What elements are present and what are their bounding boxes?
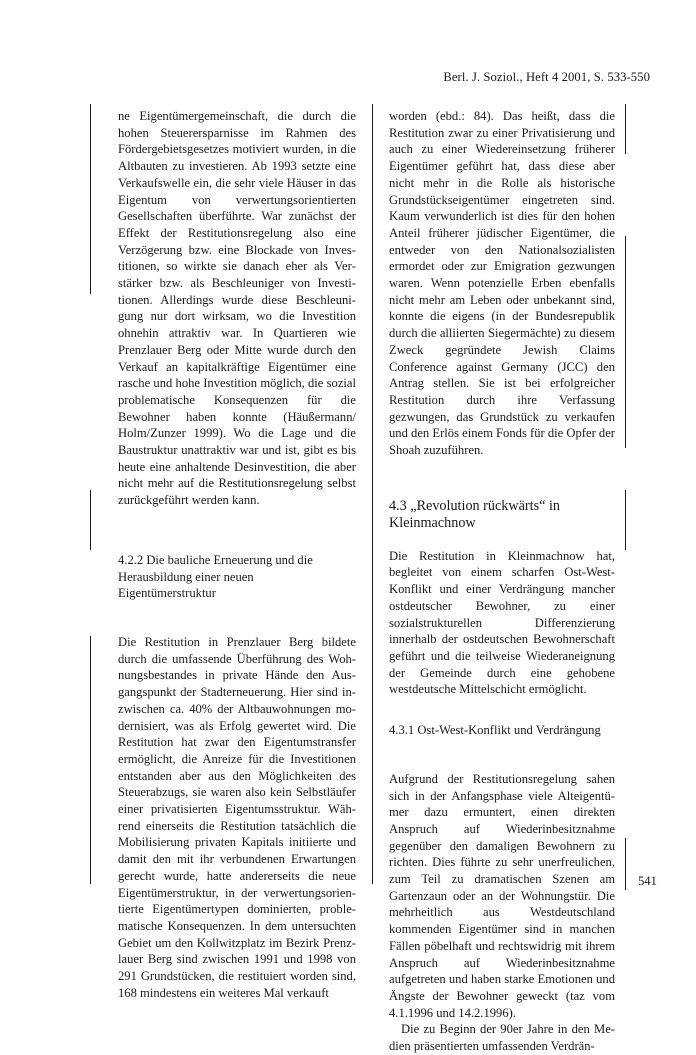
left-margin-rule xyxy=(90,104,91,294)
heading-line: 4.2.2 Die bauliche Erneuerung und die xyxy=(118,552,313,567)
section-heading-4-2-2 xyxy=(118,552,356,602)
body-paragraph: Die zu Beginn der 90er Jahre in den Medien präsentierten umfassenden Verdrän- xyxy=(389,1022,615,1054)
body-paragraph: worden (ebd.: 84). Das heißt, dass die Restitution zwar zu einer Privatisierung und auch zu einer Wiedereinsetzung früherer Eigentümer geführt hat, dass diese aber nicht mehr in die Rolle als historische Grundstückseigentümer eingetreten sind. Kaum verwunderlich ist dies für den hohen Anteil früherer jüdischer Eigentümer, die entweder von den Nationalsozialisten ermordet oder zur Emigration gezwungen waren. Wenn potenzielle Erben ebenfalls nicht mehr am Leben oder unbekannt sind, konnte die eigens (in der Bundesrepublik durch die alliierten Siegermächte) zu diesem Zweck gegründete Jewish Claims Conference against Germany (JCC) den Antrag stellen. Sie ist bei erfolgreicher Restitution durch ihre Verfassung gezwungen, das Grundstück zu verkaufen und den Erlös einem Fonds für die Opfer der Shoah zuzuführen. xyxy=(389,109,615,458)
center-rule xyxy=(372,104,373,884)
page-number: 541 xyxy=(638,874,657,888)
section-heading-4-3 xyxy=(389,498,615,533)
left-column xyxy=(118,108,356,1001)
heading-line: Kleinmachnow xyxy=(389,515,476,532)
body-paragraph: Aufgrund der Restitutionsregelung sahen sich in der Anfangsphase viele Alteigentümer dazu ermuntert, einen direkten Anspruch auf Wiederinbesitznahme gegenüber den damaligen Bewohnern zu richten. Dies führte zu sehr unerfreulichen, zum Teil zu dramatischen Szenen am Gartenzaun oder an der Wohnungstür. Die mehrheitlich aus Westdeutschland kommenden Eigentümer sind in manchen Fällen pöbelhaft und rechtswidrig mit ihrem Anspruch auf Wiederinbesitznahme aufgetreten und haben starke Emotionen und Ängste der Bewohner geweckt (taz vom 4.1.1996 und 14.2.1996). xyxy=(389,771,615,1020)
body-paragraph: ne Eigentümergemeinschaft, die durch die hohen Steuerersparnisse im Rahmen des Fördergebietsgesetzes motiviert wurden, in die Altbauten zu investieren. Ab 1993 setzte eine Verkaufswelle ein, die sehr viele Häuser in das Eigentum von verwertungsorientierten Gesellschaften überführte. War zunächst der Effekt der Restitutionsregelung also eine Verzögerung bzw. eine Blockade von Investitionen, so wirkte sie danach eher als Verstärker bzw. als Beschleuniger von Investitionen. Allerdings wurde diese Beschleunigung nur dort wirksam, wo die Investition ohnehin attraktiv war. In Quartieren wie Prenzlauer Berg oder Mitte wurde durch den Verkauf an kapitalkräftige Eigentümer eine rasche und hohe Investition möglich, die sozial problematische Konsequenzen für die Bewohner haben konnte (Häußermann/ Holm/Zunzer 1999). Wo die Lage und die Baustruktur unattraktiv war und ist, gibt es bis heute eine anhaltende Desinvestition, die aber nicht mehr auf die Restitutionsregelung selbst zurückgeführt werden kann. xyxy=(118,109,356,508)
right-margin-rule xyxy=(625,236,626,448)
running-head: Berl. J. Soziol., Heft 4 2001, S. 533-550 xyxy=(443,70,650,84)
left-margin-rule xyxy=(90,636,91,884)
right-column xyxy=(389,108,615,1055)
right-margin-rule xyxy=(625,490,626,550)
left-margin-rule xyxy=(90,490,91,550)
body-paragraph: Die Restitution in Prenzlauer Berg bildete durch die umfassende Überführung des Wohnungsbestandes in private Hände den Ausgangspunkt der Stadterneuerung. Hier sind inzwischen ca. 40% der Altbauwohnungen modernisiert, was als Erfolg gewertet wird. Die Restitution hat zwar den Eigentumstransfer ermöglicht, die Anreize für die Investitionen entstanden aber aus den Möglichkeiten des Steuerabzugs, sie waren also kein Selbstläufer einer privatisierten Eigentumsstruktur. Während einerseits die Restitution tatsächlich die Mobilisierung privaten Kapitals initiierte und damit den mit ihr verbundenen Erwartungen gerecht wurde, hatte andererseits die neue Eigentümerstruktur, in der verwertungsorientierte Eigentümertypen dominierten, problematische Konsequenzen. In dem untersuchten Gebiet um den Kollwitzplatz im Bezirk Prenzlauer Berg sind zwischen 1991 und 1998 von 291 Grundstücken, die restituiert worden sind, 168 mindestens ein weiteres Mal verkauft xyxy=(118,634,356,1000)
heading-line: Eigentümerstruktur xyxy=(118,586,216,601)
right-margin-rule xyxy=(625,104,626,154)
heading-line: Herausbildung einer neuen xyxy=(118,569,254,584)
right-margin-rule xyxy=(625,838,626,890)
section-heading-4-3-1: 4.3.1 Ost-West-Konflikt und Verdrängung xyxy=(389,723,601,738)
body-paragraph: Die Restitution in Kleinmachnow hat, begleitet von einem scharfen Ost-West-Konflikt und einer Verdrängung mancher ostdeutscher Bewohner, zu einer sozialstrukturellen Differenzierung innerhalb der ostdeutschen Bewohnerschaft geführt und die teilweise Wiederaneignung der Gemeinde durch eine gehobene westdeutsche Mittelschicht ermöglicht. xyxy=(389,548,615,697)
heading-line: 4.3 „Revolution rückwärts“ in xyxy=(389,497,560,514)
